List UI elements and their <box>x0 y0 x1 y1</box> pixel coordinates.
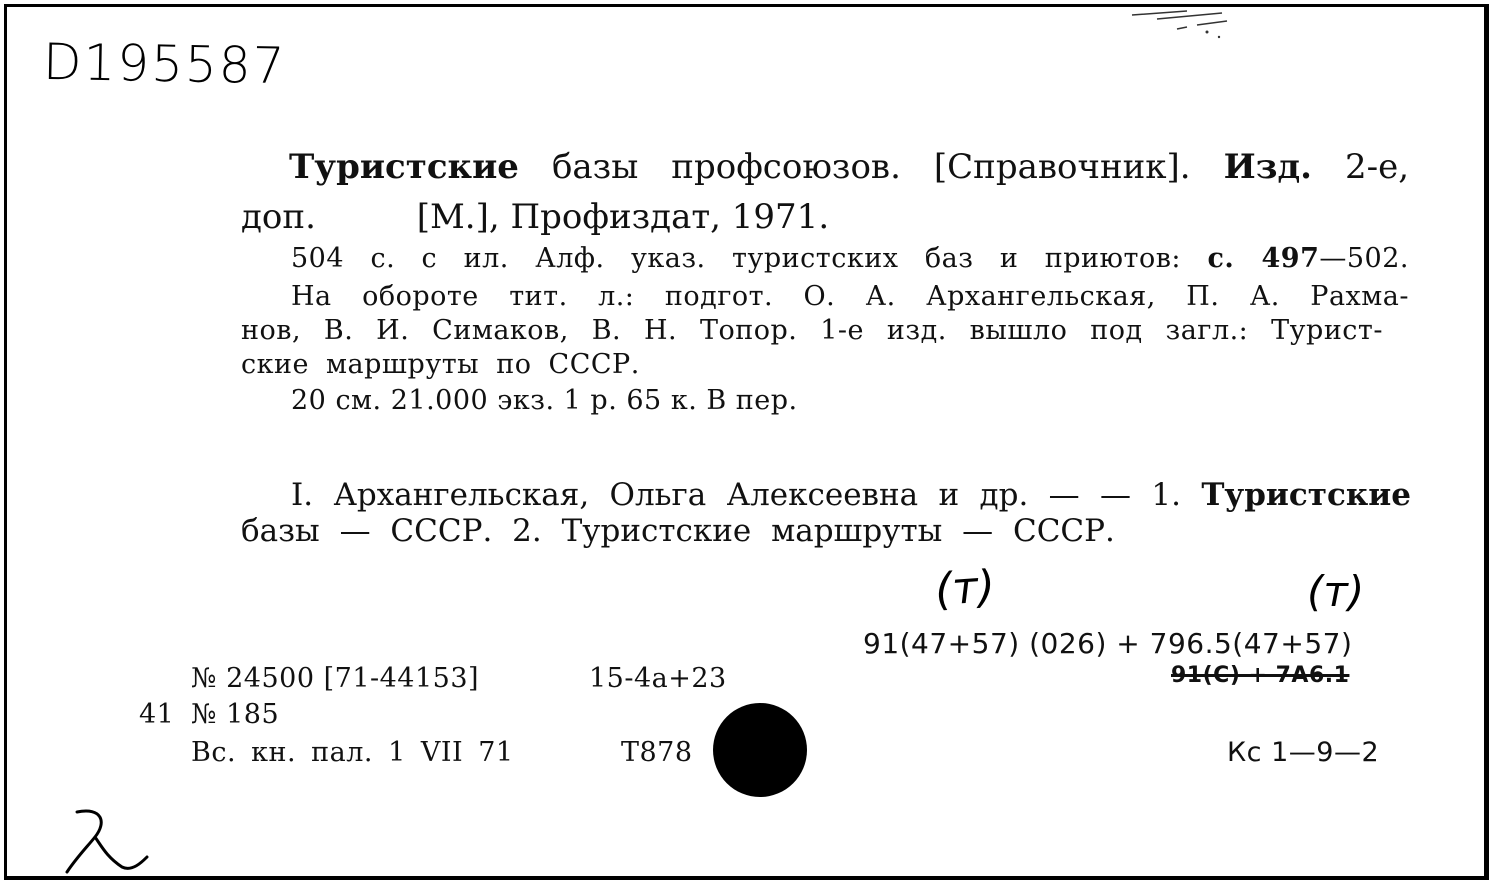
kc-number: Кс 1—9—2 <box>1227 737 1380 768</box>
imprint-publisher: [М.], Профиздат, 1971. <box>416 197 830 237</box>
title-line <box>289 147 1409 187</box>
collation-pages: 504 с. с ил. <box>291 243 509 274</box>
verso-line-1: На обороте тит. л.: подгот. О. А. Архангельская, П. А. Рахма- <box>291 281 1409 312</box>
author-mark: Т878 <box>621 737 693 768</box>
chamber-date: Вс. кн. пал. 1 VII 71 <box>191 737 514 768</box>
item-number: № 185 <box>191 699 280 730</box>
classification-struck: 91(С) + 7А6.1 <box>1171 663 1350 688</box>
code-number: 15-4а+23 <box>589 663 727 694</box>
collation-index-pages: с. 497—502. <box>1207 243 1409 274</box>
tracing-text: I. Архангельская, Ольга Алексеевна и др. — — 1. <box>291 477 1181 513</box>
title-rest: базы профсоюзов. [Справочник]. <box>518 147 1191 187</box>
verso-line-3: ские маршруты по СССР. <box>241 349 640 380</box>
collation-index: Алф. указ. туристских баз и приютов: <box>535 243 1182 274</box>
imprint-line <box>241 197 829 237</box>
handwritten-note-right: (т) <box>1307 567 1365 616</box>
tracings-line-2: базы — СССР. 2. Туристские маршруты — СССР. <box>241 513 1115 549</box>
handwritten-note-left: (т) <box>933 560 997 617</box>
physical-description: 20 см. 21.000 экз. 1 р. 65 к. В пер. <box>291 385 798 416</box>
imprint-dop: доп. <box>241 197 316 237</box>
tracings-line-1 <box>291 477 1411 513</box>
scan-noise <box>1127 7 1237 47</box>
catalog-card <box>4 4 1489 880</box>
verso-line-2: нов, В. И. Симаков, В. Н. Топор. 1-е изд. вышло под загл.: Турист- <box>241 315 1383 346</box>
classification-main: 91(47+57) (026) + 796.5(47+57) <box>863 627 1353 660</box>
punch-hole <box>713 703 807 797</box>
edition: Изд. 2-е, <box>1223 147 1409 187</box>
title-lead: Туристские <box>289 147 519 187</box>
row-prefix: 41 <box>139 699 175 730</box>
call-number: D195587 <box>42 32 287 96</box>
collation-line <box>291 243 1409 274</box>
tracing-bold: Туристские <box>1201 477 1411 513</box>
order-number: № 24500 [71-44153] <box>191 663 480 694</box>
handwritten-signature <box>47 802 167 882</box>
